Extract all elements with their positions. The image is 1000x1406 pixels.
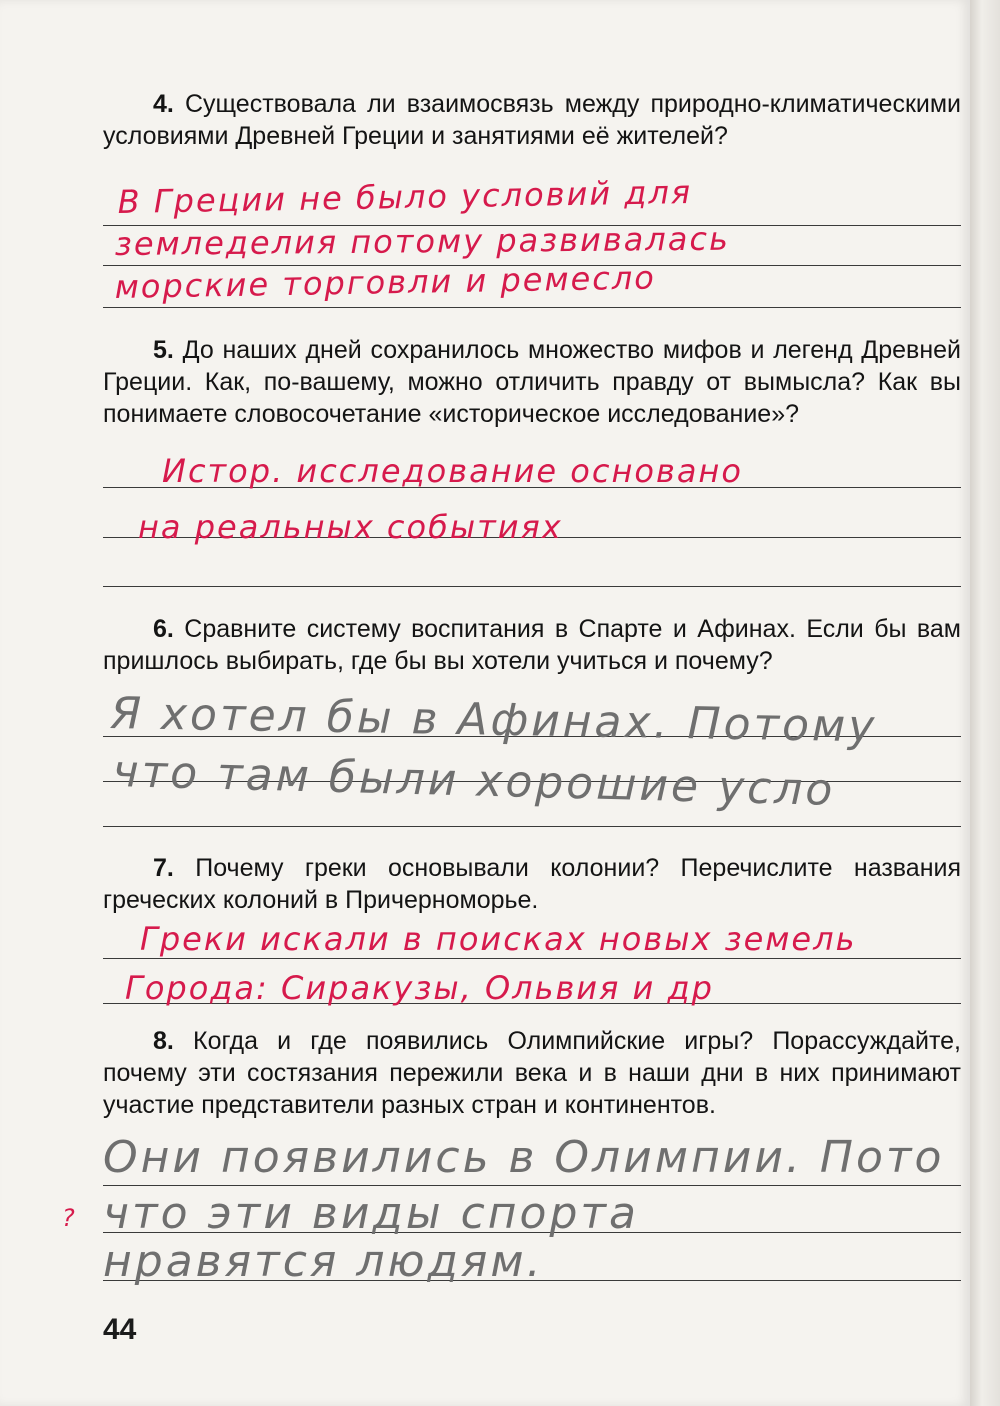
- question-number: 7.: [153, 854, 174, 882]
- pencil-answer-line: что эти виды спорта: [103, 1188, 639, 1239]
- pencil-answer-line: что там были хорошие усло: [112, 746, 836, 816]
- question-8: [103, 1025, 961, 1121]
- pencil-answer-line: нравятся людям.: [103, 1236, 544, 1287]
- question-4: [103, 88, 961, 152]
- margin-question-mark: ?: [62, 1204, 75, 1232]
- handwritten-answer-line: на реальных событиях: [138, 508, 563, 546]
- answer-line: [103, 586, 961, 587]
- answer-line: [103, 958, 961, 959]
- question-text: Сравните систему воспитания в Спарте и Афинах. Если бы вам пришлось выбирать, где бы вы хотели учиться и почему?: [103, 615, 961, 675]
- book-spine: [970, 0, 1000, 1406]
- question-7: [103, 852, 961, 916]
- answer-line: [103, 826, 961, 827]
- handwritten-answer-line: Греки искали в поисках новых земель: [140, 920, 857, 958]
- handwritten-answer-line: земледелия потому развивалась: [114, 219, 730, 263]
- handwritten-answer-line: Города: Сиракузы, Ольвия и др: [125, 969, 714, 1007]
- answer-line: [103, 1185, 961, 1186]
- page-number: 44: [103, 1313, 137, 1346]
- question-text: Существовала ли взаимосвязь между природно-климатическими условиями Древней Греции и занятиями её жителей?: [103, 90, 961, 150]
- question-5: [103, 334, 961, 430]
- question-text: Когда и где появились Олимпийские игры? Порассуждайте, почему эти состязания пережили века и в наши дни в них принимают участие представители разных стран и континентов.: [103, 1027, 961, 1119]
- handwritten-answer-line: морские торговли и ремесло: [114, 258, 657, 306]
- handwritten-answer-line: Истор. исследование основано: [162, 452, 743, 490]
- answer-line: [103, 307, 961, 308]
- question-number: 4.: [153, 90, 174, 118]
- question-number: 8.: [153, 1027, 174, 1055]
- question-text: До наших дней сохранилось множество мифов и легенд Древней Греции. Как, по-вашему, можно отличить правду от вымысла? Как вы понимаете словосочетание «историческое исследование»?: [103, 336, 961, 428]
- question-number: 5.: [153, 336, 174, 364]
- handwritten-answer-line: В Греции не было условий для: [117, 172, 693, 221]
- question-text: Почему греки основывали колонии? Перечислите названия греческих колоний в Причерноморье.: [103, 854, 961, 914]
- question-6: [103, 613, 961, 677]
- pencil-answer-line: Они появились в Олимпии. Пото: [103, 1132, 945, 1183]
- question-number: 6.: [153, 615, 174, 643]
- pencil-answer-line: Я хотел бы в Афинах. Потому: [110, 688, 878, 753]
